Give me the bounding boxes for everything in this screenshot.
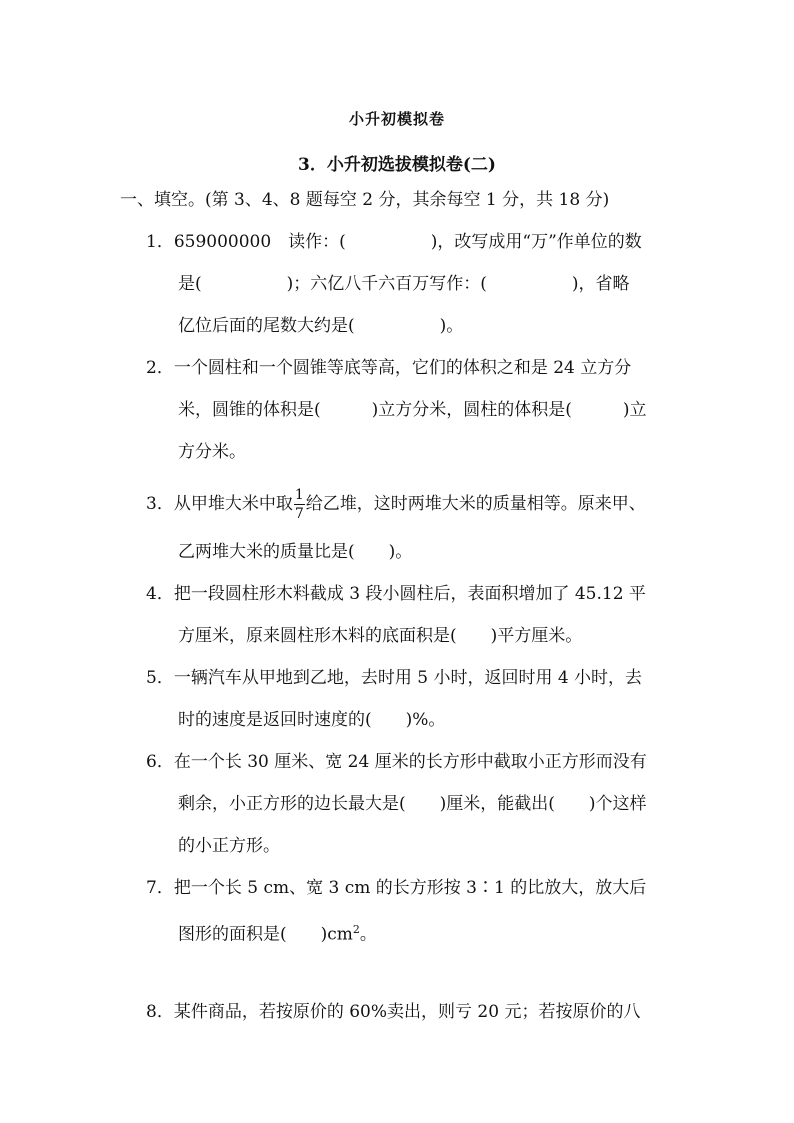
question-3-line-1 <box>146 484 646 524</box>
fraction-numerator: 1 <box>294 487 304 503</box>
fraction-one-seventh <box>294 486 305 523</box>
question-2-line-1: 2．一个圆柱和一个圆锥等底等高，它们的体积之和是 24 立方分 <box>146 358 632 378</box>
question-7-line-2 <box>178 918 377 947</box>
question-3-prefix: 3．从甲堆大米中取 <box>146 494 293 514</box>
superscript-two: 2 <box>352 923 360 936</box>
question-6-line-3: 的小正方形。 <box>178 836 280 856</box>
question-5-line-1: 5．一辆汽车从甲地到乙地，去时用 5 小时，返回时用 4 小时，去 <box>146 668 643 688</box>
question-7-line-2-prefix: 图形的面积是( )cm <box>178 924 353 945</box>
question-5-line-2: 时的速度是返回时速度的( )%。 <box>178 710 446 730</box>
question-7-line-2-suffix: 。 <box>359 924 377 945</box>
question-2-line-3: 方分米。 <box>178 442 246 462</box>
fraction-denominator: 7 <box>294 506 304 522</box>
exam-subtitle: 3．小升初选拔模拟卷(二) <box>298 155 496 175</box>
question-1-line-2: 是( )；六亿八千六百万写作：( )，省略 <box>178 274 630 294</box>
question-4-line-1: 4．把一段圆柱形木料截成 3 段小圆柱后，表面积增加了 45.12 平 <box>146 584 646 604</box>
question-3-line-2: 乙两堆大米的质量比是( )。 <box>178 542 413 562</box>
question-6-line-1: 6．在一个长 30 厘米、宽 24 厘米的长方形中截取小正方形而没有 <box>146 752 647 772</box>
section-heading: 一、填空。(第 3、4、8 题每空 2 分，其余每空 1 分，共 18 分) <box>120 190 610 210</box>
question-1-line-1: 1．659000000 读作：( )，改写成用“万”作单位的数 <box>146 232 642 252</box>
question-7-line-1: 7．把一个长 5 cm、宽 3 cm 的长方形按 3∶1 的比放大，放大后 <box>146 878 647 898</box>
question-2-line-2: 米，圆锥的体积是( )立方分米，圆柱的体积是( )立 <box>178 400 647 420</box>
question-3-suffix: 给乙堆，这时两堆大米的质量相等。原来甲、 <box>305 494 646 514</box>
exam-title: 小升初模拟卷 <box>348 110 445 128</box>
question-8-line-1: 8．某件商品，若按原价的 60%卖出，则亏 20 元；若按原价的八 <box>146 1002 641 1022</box>
question-6-line-2: 剩余，小正方形的边长最大是( )厘米，能截出( )个这样 <box>178 794 647 814</box>
question-1-line-3: 亿位后面的尾数大约是( )。 <box>178 316 464 336</box>
question-4-line-2: 方厘米，原来圆柱形木料的底面积是( )平方厘米。 <box>178 626 583 646</box>
